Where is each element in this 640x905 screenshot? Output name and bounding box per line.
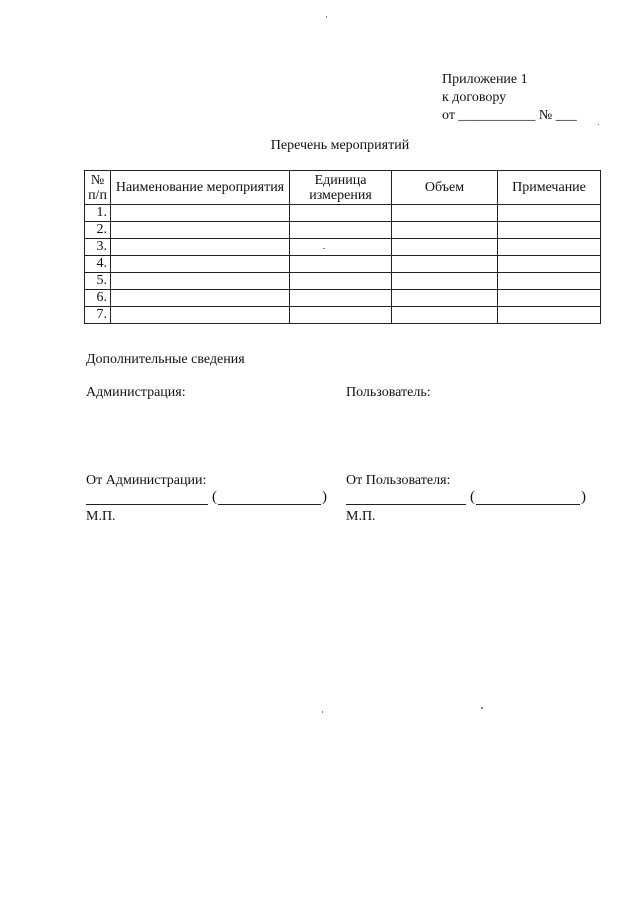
- administration-label: Администрация:: [86, 385, 186, 400]
- row-number: 3.: [85, 239, 111, 256]
- cell-unit: [290, 256, 392, 273]
- row-number: 1.: [85, 205, 111, 222]
- cell-volume: [392, 205, 498, 222]
- cell-unit: [290, 239, 392, 256]
- cell-note: [498, 307, 601, 324]
- scan-speck: [323, 248, 325, 249]
- user-open-paren: (: [470, 489, 475, 505]
- cell-note: [498, 239, 601, 256]
- cell-volume: [392, 273, 498, 290]
- cell-volume: [392, 290, 498, 307]
- cell-event-name: [111, 239, 290, 256]
- from-user-label: От Пользователя:: [346, 473, 451, 488]
- row-number: 5.: [85, 273, 111, 290]
- table-row: [85, 205, 601, 222]
- user-close-paren: ): [581, 489, 586, 505]
- header-volume: Объем: [392, 171, 498, 205]
- cell-event-name: [111, 205, 290, 222]
- cell-unit: [290, 205, 392, 222]
- cell-note: [498, 256, 601, 273]
- cell-note: [498, 205, 601, 222]
- from-administration-label: От Администрации:: [86, 473, 207, 488]
- cell-note: [498, 290, 601, 307]
- table-row: [85, 307, 601, 324]
- annex-line-3: от ___________ № ___: [442, 108, 577, 123]
- cell-event-name: [111, 273, 290, 290]
- row-number: 2.: [85, 222, 111, 239]
- cell-volume: [392, 239, 498, 256]
- cell-event-name: [111, 290, 290, 307]
- cell-event-name: [111, 222, 290, 239]
- cell-unit: [290, 273, 392, 290]
- table-row: [85, 290, 601, 307]
- user-name-line: [476, 504, 580, 505]
- header-note: Примечание: [498, 171, 601, 205]
- user-label: Пользователь:: [346, 385, 431, 400]
- administration-close-paren: ): [322, 489, 327, 505]
- row-number: 7.: [85, 307, 111, 324]
- scan-speck: [322, 711, 323, 713]
- document-title: Перечень мероприятий: [270, 138, 410, 153]
- header-unit: Единица измерения: [290, 171, 392, 205]
- additional-info-label: Дополнительные сведения: [86, 352, 245, 367]
- annex-line-2: к договору: [442, 90, 507, 105]
- cell-volume: [392, 222, 498, 239]
- scan-speck: [326, 16, 327, 18]
- annex-line-1: Приложение 1: [442, 72, 528, 87]
- cell-volume: [392, 307, 498, 324]
- events-table: [84, 170, 601, 324]
- annex-header: [442, 71, 577, 125]
- scan-speck: [598, 124, 599, 125]
- table-row: [85, 256, 601, 273]
- table-row: [85, 273, 601, 290]
- table-row: [85, 239, 601, 256]
- row-number: 6.: [85, 290, 111, 307]
- table-header-row: [85, 171, 601, 205]
- user-signature-line: [346, 504, 466, 505]
- user-stamp-label: М.П.: [346, 509, 376, 524]
- administration-stamp-label: М.П.: [86, 509, 116, 524]
- cell-unit: [290, 290, 392, 307]
- administration-signature-line: [86, 504, 208, 505]
- cell-event-name: [111, 307, 290, 324]
- scan-speck: [481, 707, 483, 709]
- cell-volume: [392, 256, 498, 273]
- table-row: [85, 222, 601, 239]
- cell-event-name: [111, 256, 290, 273]
- header-event-name: Наименование мероприятия: [111, 171, 290, 205]
- row-number: 4.: [85, 256, 111, 273]
- administration-name-line: [218, 504, 321, 505]
- cell-note: [498, 273, 601, 290]
- cell-unit: [290, 307, 392, 324]
- administration-open-paren: (: [212, 489, 217, 505]
- cell-note: [498, 222, 601, 239]
- cell-unit: [290, 222, 392, 239]
- header-number: № п/п: [85, 171, 111, 205]
